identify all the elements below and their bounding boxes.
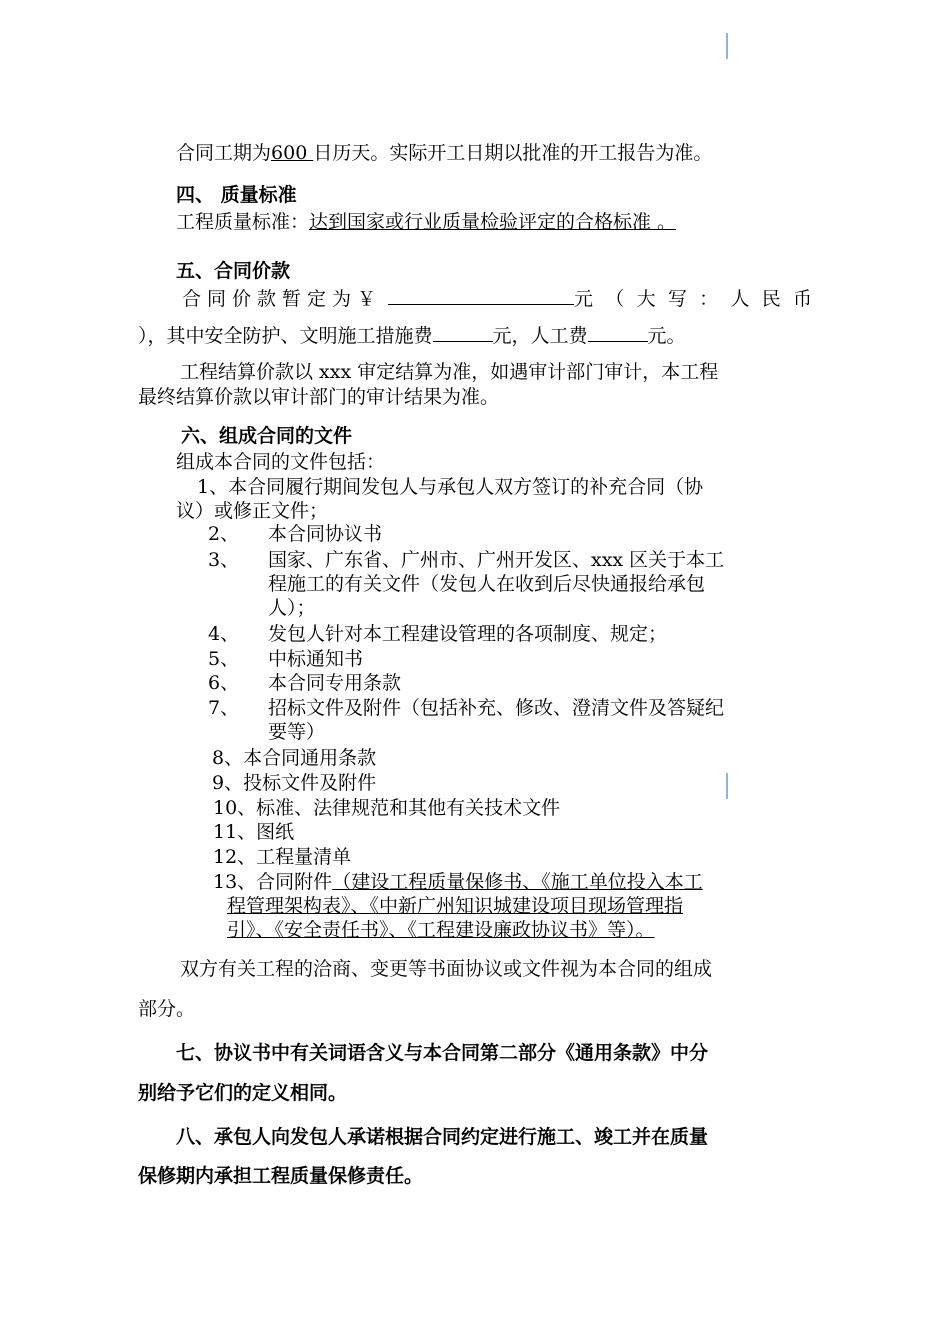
document-item-2-number: 2、 (208, 523, 240, 545)
document-item-8: 8、本合同通用条款 (212, 747, 377, 769)
document-item-3-cont: 人）； (268, 597, 316, 619)
safety-fee-blank (433, 323, 493, 342)
text-cursor-mark (726, 773, 728, 799)
document-item-4: 发包人针对本工程建设管理的各项制度、规定； (268, 623, 668, 645)
quality-standard-value: 达到国家或行业质量检验评定的合格标准 。 (309, 211, 677, 233)
section-8-line-2: 保修期内承担工程质量保修责任。 (138, 1165, 424, 1187)
document-item-11: 11、图纸 (213, 821, 295, 843)
document-item-2: 本合同协议书 (268, 523, 383, 545)
section-5-heading: 五、合同价款 (176, 260, 291, 282)
section-6-heading: 六、组成合同的文件 (181, 425, 353, 447)
document-item-7: 招标文件及附件（包括补充、修改、澄清文件及答疑纪 (268, 697, 725, 719)
section-4-heading: 四、 质量标准 (176, 184, 297, 206)
document-item-5: 中标通知书 (268, 648, 364, 670)
closing-paragraph-line-1: 双方有关工程的洽商、变更等书面协议或文件视为本合同的组成 (180, 958, 713, 980)
document-item-6-number: 6、 (208, 672, 240, 694)
contract-attachments-list: （建设工程质量保修书、《施工单位投入本工 (332, 871, 703, 893)
section-8-line-1: 八、承包人向发包人承诺根据合同约定进行施工、竣工并在质量 (176, 1126, 709, 1148)
document-item-10: 10、标准、法律规范和其他有关技术文件 (213, 797, 561, 819)
document-item-6: 本合同专用条款 (268, 672, 402, 694)
document-item-1-cont: 议）或修正文件； (176, 500, 329, 522)
contract-price-blank (388, 286, 574, 305)
document-item-3: 国家、广东省、广州市、广州开发区、xxx 区关于本工 (268, 549, 725, 571)
settlement-line-2: 最终结算价款以审计部门的审计结果为准。 (138, 386, 500, 408)
document-item-13: 13、合同附件（建设工程质量保修书、《施工单位投入本工 (213, 871, 703, 893)
document-item-3-cont: 程施工的有关文件（发包人在收到后尽快通报给承包 (268, 573, 706, 595)
document-item-9: 9、投标文件及附件 (212, 772, 377, 794)
document-item-4-number: 4、 (208, 623, 240, 645)
contract-period-line: 合同工期为600 日历天。实际开工日期以批准的开工报告为准。 (176, 142, 713, 164)
labor-fee-blank (588, 323, 648, 342)
closing-paragraph-line-2: 部分。 (138, 998, 196, 1020)
document-item-1: 1、本合同履行期间发包人与承包人双方签订的补充合同（协 (197, 476, 704, 498)
contract-period-days: 600 (271, 142, 314, 164)
contract-attachments-list-cont: 程管理架构表》、《中新广州知识城建设项目现场管理指 (227, 895, 684, 917)
document-item-12: 12、工程量清单 (213, 846, 352, 868)
contract-price-line: 合同价款暂定为￥ 元（大写：人民币 (182, 288, 812, 310)
document-item-5-number: 5、 (208, 648, 240, 670)
documents-intro: 组成本合同的文件包括： (176, 451, 386, 473)
document-item-7-cont: 要等） (268, 721, 326, 743)
document-item-7-number: 7、 (208, 697, 240, 719)
contract-attachments-list-cont: 引》、《安全责任书》、《工程建设廉政协议书》等）。 (227, 919, 655, 941)
text-cursor-mark (726, 33, 728, 59)
document-item-3-number: 3、 (208, 549, 240, 571)
safety-labor-fee-line: ），其中安全防护、文明施工措施费 元，人工费 元。 (138, 325, 686, 347)
settlement-line-1: 工程结算价款以 xxx 审定结算为准，如遇审计部门审计，本工程 (180, 361, 719, 383)
section-7-line-2: 别给予它们的定义相同。 (138, 1082, 348, 1104)
quality-standard-line: 工程质量标准：达到国家或行业质量检验评定的合格标准 。 (176, 211, 677, 233)
section-7-line-1: 七、协议书中有关词语含义与本合同第二部分《通用条款》中分 (176, 1042, 709, 1064)
